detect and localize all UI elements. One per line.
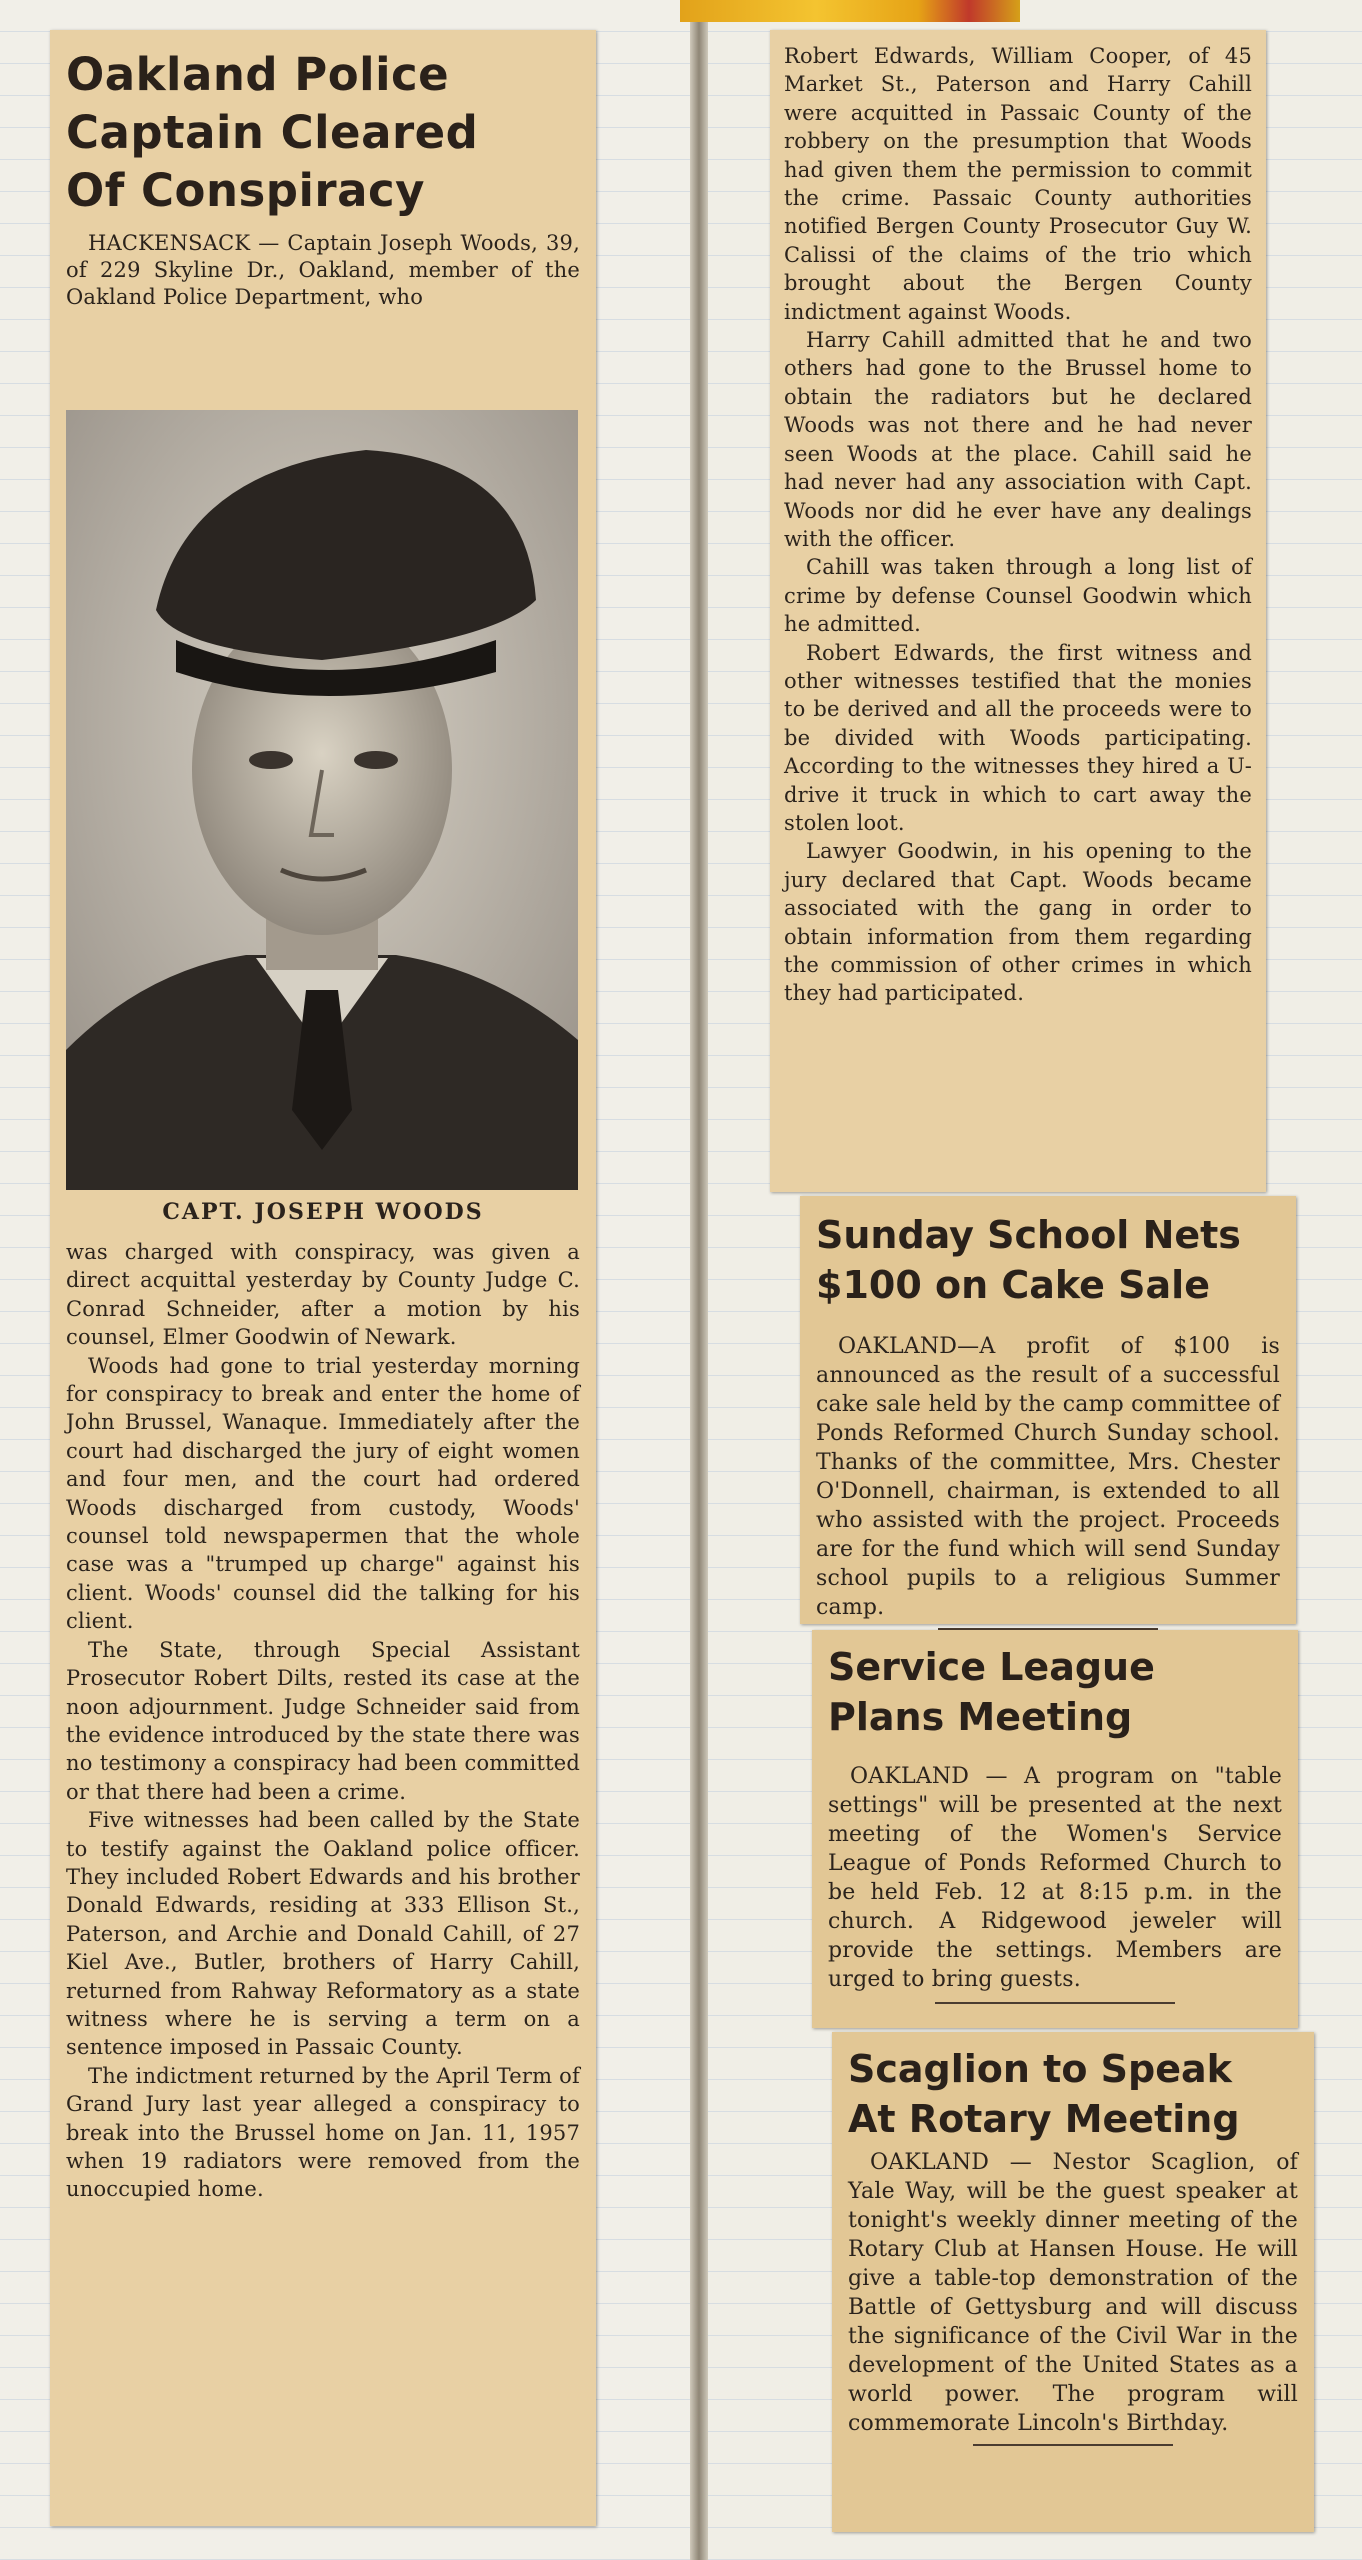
clipping-sunday-school bbox=[800, 1196, 1296, 1624]
headline-service-league bbox=[828, 1642, 1282, 1742]
headline-line: Oakland Police bbox=[66, 48, 450, 101]
article-paragraph: Robert Edwards, William Cooper, of 45 Market St., Paterson and Harry Cahill were acquitted in Passaic County of the robbery on the presumption that Woods had given them the permission to commit the crime. Passaic County authorities notified Bergen County Prosecutor Guy W. Calissi of the claims of the trio which brought about the Bergen County indictment against Woods. bbox=[784, 44, 1252, 324]
headline-line: Scaglion to Speak bbox=[848, 2047, 1232, 2091]
article-paragraph: was charged with conspiracy, was given a direct acquittal yesterday by County Judge C. Conrad Schneider, after a motion by his counsel, Elmer Goodwin of Newark. bbox=[66, 1240, 580, 1350]
clipping-police-continuation bbox=[770, 30, 1266, 1192]
headline-rotary bbox=[848, 2044, 1298, 2144]
headline-line: Plans Meeting bbox=[828, 1695, 1133, 1739]
photo-caption: CAPT. JOSEPH WOODS bbox=[162, 1199, 484, 1225]
article-paragraph: Cahill was taken through a long list of crime by defense Counsel Goodwin which he admitted. bbox=[784, 555, 1252, 637]
clipping-service-league bbox=[812, 1630, 1298, 2028]
headline-line: Of Conspiracy bbox=[66, 164, 425, 217]
article-paragraph: Robert Edwards, the first witness and other witnesses testified that the monies to be derived and all the proceeds were to be divided with Woods participating. According to the witnesses they hired a U-drive it truck in which to cart away the stolen loot. bbox=[784, 640, 1252, 835]
photo-capt-joseph-woods bbox=[66, 410, 578, 1190]
headline-sunday-school bbox=[816, 1210, 1280, 1310]
page-tabs bbox=[680, 0, 1020, 22]
headline-line: Sunday School Nets bbox=[816, 1213, 1241, 1257]
divider bbox=[973, 2444, 1173, 2446]
article-paragraph: Harry Cahill admitted that he and two others had gone to the Brussel home to obtain the radiators but he declared Woods was not there and he had never seen Woods at the place. Cahill said he had never had any association with Capt. Woods nor did he ever have any dealings with the officer. bbox=[784, 328, 1252, 551]
article-paragraph: The State, through Special Assistant Prosecutor Robert Dilts, rested its case at the noon adjournment. Judge Schneider said from the evidence introduced by the state there was no testimony a conspiracy had been committed or that there had been a crime. bbox=[66, 1637, 580, 1804]
clipping-police-captain bbox=[50, 30, 596, 2526]
article-intro: HACKENSACK — Captain Joseph Woods, 39, of 229 Skyline Dr., Oakland, member of the Oakland Police Department, who bbox=[66, 231, 580, 309]
article-paragraph: Lawyer Goodwin, in his opening to the jury declared that Capt. Woods became associated with the gang in order to obtain information from them regarding the commission of other crimes in which they had participated. bbox=[784, 839, 1252, 1006]
headline-police bbox=[66, 46, 580, 220]
portrait-image bbox=[66, 410, 578, 1190]
book-spine bbox=[690, 0, 708, 2560]
clipping-rotary bbox=[832, 2032, 1314, 2532]
headline-line: Captain Cleared bbox=[66, 106, 479, 159]
headline-line: At Rotary Meeting bbox=[848, 2097, 1240, 2141]
article-paragraph: The indictment returned by the April Term of Grand Jury last year alleged a conspiracy to break into the Brussel home on Jan. 11, 1957 when 19 radiators were removed from the unoccupied home. bbox=[66, 2063, 580, 2202]
article-paragraph: Woods had gone to trial yesterday morning for conspiracy to break and enter the home of John Brussel, Wanaque. Immediately after the court had discharged the jury of eight women and four men, and the court had ordered Woods discharged from custody, Woods' counsel told newspapermen that the whole case was a "trumped up charge" against his client. Woods' counsel did the talking for his client. bbox=[66, 1353, 580, 1634]
article-paragraph: Five witnesses had been called by the State to testify against the Oakland police officer. They included Robert Edwards and his brother Donald Edwards, residing at 333 Ellison St., Paterson, and Archie and Donald Cahill, of 27 Kiel Ave., Butler, brothers of Harry Cahill, returned from Rahway Reformatory as a state witness where he is serving a term on a sentence imposed in Passaic County. bbox=[66, 1808, 580, 2060]
article-paragraph: OAKLAND—A profit of $100 is announced as the result of a successful cake sale held by the camp committee of Ponds Reformed Church Sunday school. Thanks of the committee, Mrs. Chester O'Donnell, chairman, is extended to all who assisted with the project. Proceeds are for the fund which will send Sunday school pupils to a religious Summer camp. bbox=[816, 1334, 1280, 1620]
divider bbox=[935, 2002, 1175, 2004]
article-paragraph: OAKLAND — Nestor Scaglion, of Yale Way, will be the guest speaker at tonight's weekly dinner meeting of the Rotary Club at Hansen House. He will give a table-top demonstration of the Battle of Gettysburg and will discuss the significance of the Civil War in the development of the United States as a world power. The program will commemorate Lincoln's Birthday. bbox=[848, 2150, 1298, 2436]
headline-line: $100 on Cake Sale bbox=[816, 1263, 1210, 1307]
headline-line: Service League bbox=[828, 1645, 1155, 1689]
article-paragraph: OAKLAND — A program on "table settings" will be presented at the next meeting of the Women's Service League of Ponds Reformed Church to be held Feb. 12 at 8:15 p.m. in the church. A Ridgewood jeweler will provide the settings. Members are urged to bring guests. bbox=[828, 1764, 1282, 1992]
